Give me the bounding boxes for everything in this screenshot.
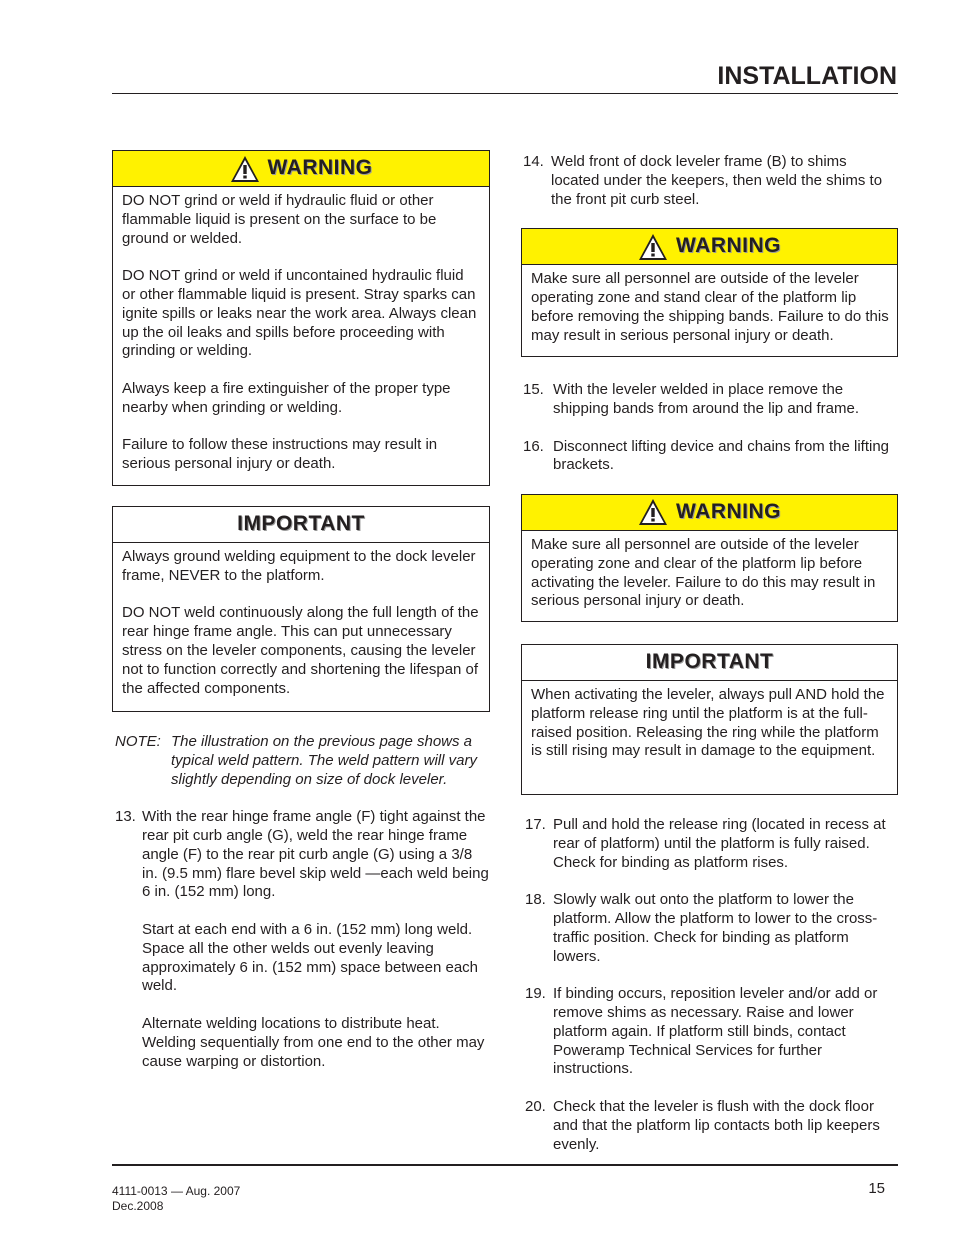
footer-rule — [112, 1164, 898, 1166]
footer — [112, 1184, 240, 1214]
step-text: If binding occurs, reposition leveler and/or add or remove shims as necessary. Raise and lower platform again. If platform still binds, contact Poweramp Technical Services for further instructions. — [553, 985, 878, 1078]
step-15 — [523, 381, 898, 419]
step-text: Check that the leveler is flush with the dock floor and that the platform lip contacts both lip keepers evenly. — [553, 1097, 880, 1153]
warning-box — [112, 150, 490, 486]
step-number: 13. — [115, 808, 136, 826]
header-rule — [112, 93, 898, 94]
doc-number: 4111-0013 — Aug. 2007 — [112, 1184, 241, 1198]
warning-paragraph: Make sure all personnel are outside of the leveler operating zone and clear of the platform lip before activating the leveler. Failure to do this may result in serious personal injury or death. — [531, 535, 876, 610]
step-text: Pull and hold the release ring (located in recess at rear of platform) until the platform is fully raised. Check for binding as platform rises. — [553, 815, 886, 871]
step-text: Weld front of dock leveler frame (B) to shims located under the keepers, then weld the shims to the front pit curb steel. — [551, 153, 883, 208]
step-19 — [525, 985, 898, 1079]
step-20 — [525, 1098, 898, 1154]
warning-box — [521, 494, 898, 622]
important-header — [113, 507, 489, 543]
warning-box — [521, 228, 898, 357]
step-14 — [523, 153, 898, 209]
warning-paragraph: DO NOT grind or weld if hydraulic fluid or other flammable liquid is present on the surface to be ground or welded. — [122, 192, 437, 247]
step-number: 18. — [525, 891, 546, 909]
warning-header — [113, 151, 489, 187]
page-title: INSTALLATION — [717, 62, 897, 90]
step-text: Slowly walk out onto the platform to lower the platform. Allow the platform to lower to the cross-traffic position. Check for binding as platform lowers. — [553, 891, 878, 965]
warning-label: WARNING — [267, 156, 373, 180]
important-paragraph: Always ground welding equipment to the dock leveler frame, NEVER to the platform. — [122, 548, 476, 584]
step-number: 15. — [523, 381, 544, 399]
warning-paragraph: Failure to follow these instructions may result in serious personal injury or death. — [122, 436, 438, 473]
step-paragraph: Alternate welding locations to distribute heat. Welding sequentially from one end to the other may cause warping or distortion. — [142, 1014, 485, 1070]
step-paragraph: With the rear hinge frame angle (F) tight against the rear pit curb angle (G), weld the rear hinge frame angle (F) to the rear pit curb angle (G) using a 3/8 in. (9.5 mm) flare bevel skip weld —each weld being 6 in. (152 mm) long. — [142, 808, 489, 901]
warning-triangle-icon — [638, 497, 668, 527]
warning-paragraph: Always keep a fire extinguisher of the proper type nearby when grinding or welding. — [122, 379, 451, 416]
note — [115, 733, 490, 789]
warning-body — [522, 265, 897, 356]
left-column — [112, 150, 490, 1090]
warning-triangle-icon — [230, 154, 260, 184]
step-text — [142, 808, 490, 1071]
important-label: IMPORTANT — [237, 512, 365, 536]
note-label: NOTE: — [115, 733, 161, 750]
important-paragraph: When activating the leveler, always pull AND hold the platform release ring until the platform is at the full-raised position. Releasing the ring while the platform is still rising may result in damage to the equipment. — [531, 685, 885, 760]
note-text: The illustration on the previous page shows a typical weld pattern. The weld pattern will vary slightly depending on size of dock leveler. — [171, 733, 477, 788]
step-text: Disconnect lifting device and chains from the lifting brackets. — [553, 437, 890, 474]
right-column — [521, 153, 898, 1173]
step-number: 20. — [525, 1097, 546, 1115]
step-number: 14. — [523, 153, 544, 170]
step-paragraph: Start at each end with a 6 in. (152 mm) long weld. Space all the other welds out evenly leaving approximately 6 in. (152 mm) space between each weld. — [142, 920, 479, 995]
step-16 — [523, 438, 898, 476]
step-18 — [525, 891, 898, 966]
revision-date: Dec.2008 — [112, 1199, 164, 1213]
warning-paragraph: Make sure all personnel are outside of the leveler operating zone and stand clear of the platform lip before removing the shipping bands. Failure to do this may result in serious personal injury or death. — [531, 270, 889, 344]
important-paragraph: DO NOT weld continuously along the full length of the rear hinge frame angle. This can put unnecessary stress on the leveler components, causing the leveler not to function correctly and shortening the lifespan of the affected components. — [122, 604, 479, 697]
step-number: 19. — [525, 985, 546, 1003]
warning-header — [522, 229, 897, 265]
important-body — [113, 543, 489, 709]
warning-triangle-icon — [638, 232, 668, 262]
warning-label: WARNING — [676, 500, 781, 524]
step-number: 16. — [523, 437, 544, 455]
page-number: 15 — [868, 1180, 885, 1197]
important-body — [522, 681, 897, 772]
step-17 — [525, 816, 898, 872]
important-box — [112, 506, 490, 712]
warning-label: WARNING — [676, 234, 781, 258]
important-label: IMPORTANT — [645, 650, 774, 674]
step-number: 17. — [525, 815, 546, 833]
step-13 — [115, 808, 490, 1071]
warning-body — [522, 531, 897, 622]
important-header — [522, 645, 897, 681]
important-box — [521, 644, 898, 795]
warning-body — [113, 187, 489, 485]
warning-header — [522, 495, 897, 531]
warning-paragraph: DO NOT grind or weld if uncontained hydraulic fluid or other flammable liquid is present. Stray sparks can ignite spills or leaks near the work area. Always clean up the oil leaks and spills before proceeding with grinding or welding. — [122, 267, 477, 360]
step-text: With the leveler welded in place remove the shipping bands from around the lip and frame. — [553, 381, 860, 417]
